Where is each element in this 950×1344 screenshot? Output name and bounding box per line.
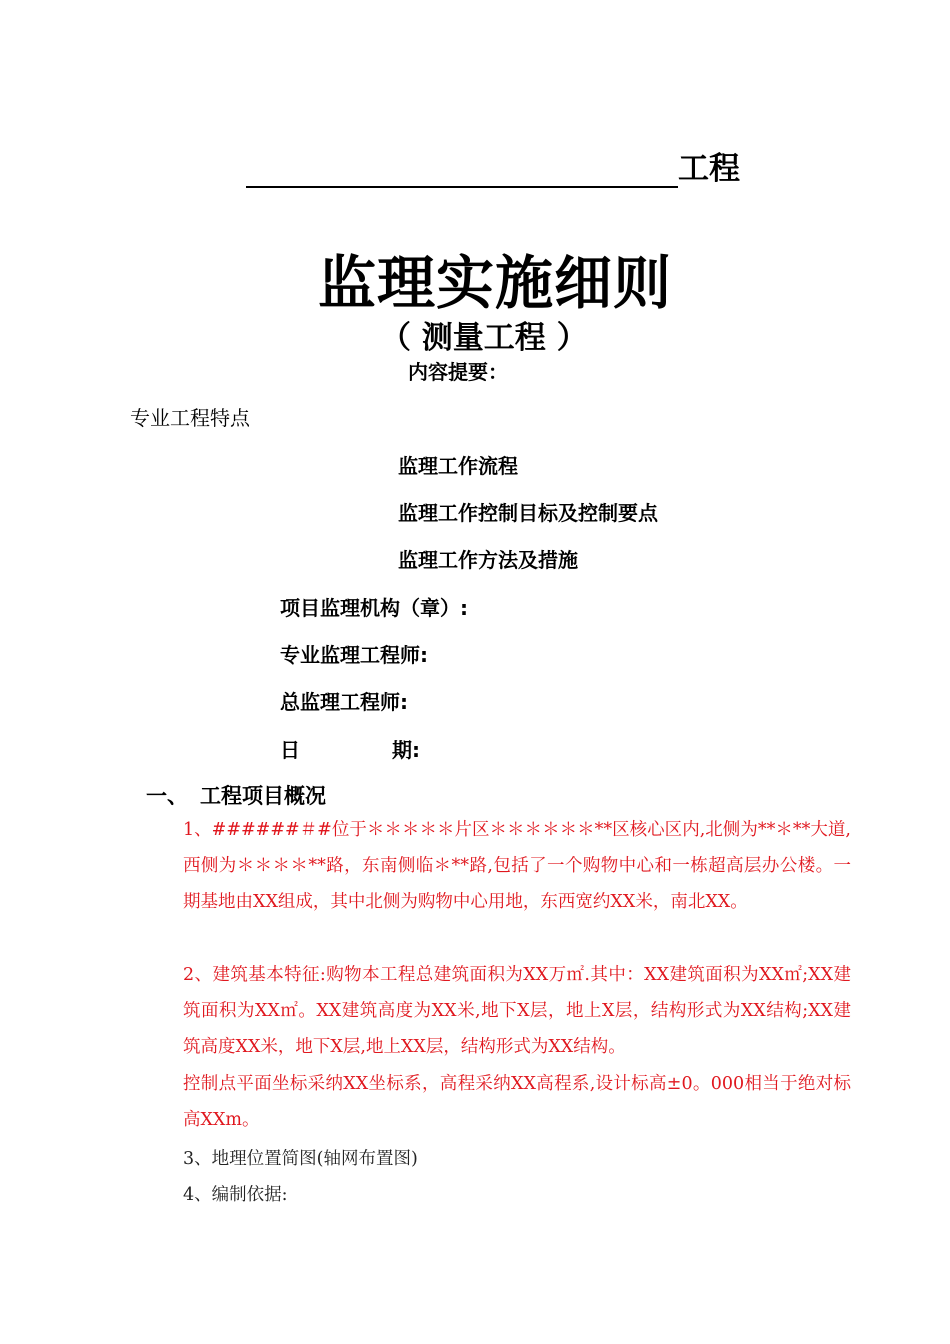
date-label-b: 期:: [392, 738, 420, 762]
signature-chief: 总监理工程师:: [280, 690, 408, 714]
document-subtitle: （ 测量工程 ）: [380, 320, 588, 356]
section-title: 工程项目概况: [200, 784, 326, 808]
contents-item-workflow: 监理工作流程: [398, 454, 518, 478]
date-label-a: 日: [280, 738, 300, 762]
project-suffix: 工程: [678, 151, 740, 187]
paragraph-basis: 4、编制依据:: [183, 1185, 288, 1205]
section-number: 一、: [146, 784, 188, 808]
paragraph-building-features: 2、建筑基本特征:购物本工程总建筑面积为XX万㎡.其中：XX建筑面积为XX㎡;XX建筑面积为XX㎡。XX建筑高度为XX米,地下X层，地上X层，结构形式为XX结构;XX建筑高度XX米，地下X层,地上XX层，结构形式为XX结构。: [183, 965, 851, 1057]
paragraph-coordinate-system: 控制点平面坐标采纳XX坐标系，高程采纳XX高程系,设计标高±0。000相当于绝对标高XXm。: [183, 1074, 851, 1130]
document-title: 监理实施细则: [317, 249, 672, 317]
project-name-blank: [246, 150, 678, 188]
project-name-line: [246, 150, 740, 188]
contents-item-methods: 监理工作方法及措施: [398, 548, 578, 572]
contents-item-control-targets: 监理工作控制目标及控制要点: [398, 501, 658, 525]
summary-label: 内容提要：: [408, 360, 508, 384]
paragraph-location: 1、######＃#位于＊＊＊＊＊片区＊＊＊＊＊＊**区核心区内,北侧为**＊**大道,西侧为＊＊＊＊**路，东南侧临＊**路,包括了一个购物中心和一栋超高层办公楼。一期基地由XX组成，其中北侧为购物中心用地，东西宽约XX米，南北XX。: [183, 820, 851, 912]
contents-specialty: 专业工程特点: [130, 406, 250, 430]
signature-date: [280, 734, 420, 763]
signature-specialist: 专业监理工程师:: [280, 643, 428, 667]
signature-org: 项目监理机构（章）:: [280, 596, 468, 620]
section-heading: [146, 780, 326, 810]
paragraph-location-map: 3、地理位置简图(轴网布置图): [183, 1149, 418, 1169]
